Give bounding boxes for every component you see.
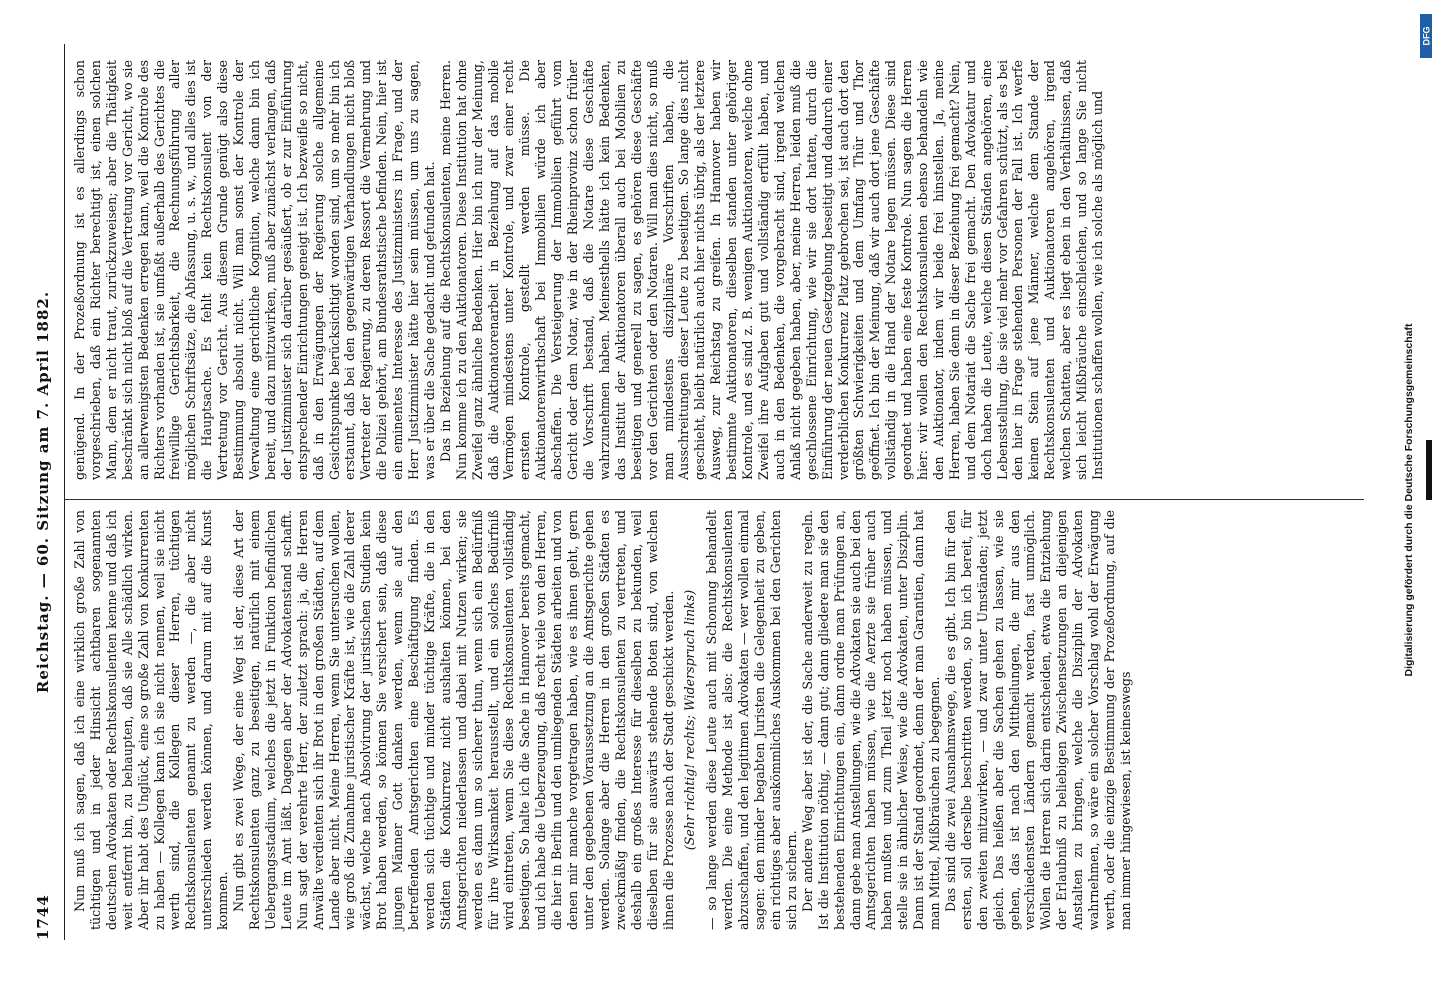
page-header [34,44,58,940]
paragraph: Das in Beziehung auf die Rechtskonsulenten, meine Herren. Nun komme ich zu den Auktionatoren. Diese Institution hat ohne Zweifel ganz ähnliche Bedenken. Hier bin ich nur der Meinung, daß die Auktionatorenarbeit in Beziehung auf das mobile Vermögen mindestens unter Kontrole, und zwar einer recht ernsten Kontrole, gestellt werden müsse. Die Auktionatorenwirthschaft bei Immobilien würde ich aber abschaffen. Die Versteigerung der Immobilien geführt vom Gericht oder dem Notar, wie in der Rheinprovinz schon früher die Vorschrift bestand, daß die Notare diese Geschäfte wahrzunehmen haben. Meinesthells hätte ich kein Bedenken, das Institut der Auktionatoren überall auch bei Mobilien zu beseitigen und generell zu sagen, es gehören diese Geschäfte vor den Gerichten oder den Notaren. Will man dies nicht, so muß man mindestens disziplinäre Vorschriften haben, die Ausschreitungen dieser Leute zu beseitigen. So lange dies nicht geschieht, bleibt natürlich auch hier nichts übrig, als der letztere Ausweg, zur Reichstag zu greifen. In Hannover haben wir bestimmte Auktionatoren, dieselben standen unter gehöriger Kontrole, und es sind z. B. wenigen Auktionatoren, welche ohne Zweifel ihre Aufgaben gut und vollständig erfüllt haben, und auch in den Bedenken, die vorgebracht sind, irgend welchen Anlaß nicht gegeben haben, aber, meine Herren, leiden muß die geschlossene Einrichtung, wie wir sie dort hatten, durch die Einführung der neuen Gesetzgebung beseitigt und dadurch einer verderblichen Konkurrenz Platz gebrochen sei, ist auch dort den größten Schwierigkeiten und dem Umfang Thür und Thor geöffnet. Ich bin der Meinung, daß wir auch dort jene Geschäfte vollständig in die Hand der Notare legen müssen. Diese sind geordnet und haben eine feste Kontrole. Nun sagen die Herren hier: wir wollen den Rechtskonsulenten ebenso behandeln wie den Auktionator, indem wir beide frei hinstellen. Ja, meine Herren, haben Sie denn in dieser Beziehung frei gemacht? Nein, und dem Notariat die Sache frei gemacht. Den Advokatur und doch haben die Leute, welche diesen Ständen angehören, eine Lebensstellung, die sie viel mehr vor Gefahren schützt, als es bei den hier in Frage stehenden Personen der Fall ist. Ich werfe keinen Stein auf jene Männer, welche dem Stande der Rechtskonsulenten und Auktionatoren angehören, irgend welchen Schatten, aber es liegt eben in den Verhältnissen, daß sich leicht Mißbräuche einschleichen, und so lange Sie nicht Institutionen schaffen wollen, wie ich solche als möglich und [437,60,1105,480]
scan-edge-mark [1426,440,1432,500]
paragraph: Nun muß ich sagen, daß ich eine wirklich große Zahl von tüchtigen und in jeder Hinsicht achtbaren sogenannten deutschen Advokaten oder Rechtskonsulenten kenne und daß ich weit entfernt bin, zu behaupten, daß sie Alle schädlich wirken. Aber ihr habt des Unglück, eine so große Zahl von Konkurrenten zu haben — Kollegen kann ich sie nicht nennen, weil sie nicht werth sind, die Kollegen dieser Herren, tüchtigen Rechtskonsulenten genannt zu werden —, die aber nicht unterschieden werden können, und darum mit auf die Kunst kommen. [72,510,231,930]
page-number: 1744 [34,894,52,940]
interjection: (Sehr richtig! rechts; Widerspruch links) [682,589,698,851]
paragraph: Nun gibt es zwei Wege, der eine Weg ist der, diese Art der Rechtskonsulenten ganz zu beseitigen, natürlich mit einem Uebergangsstadium, welches die jetzt in Funktion befindlichen Leute im Amt läßt. Dagegen aber der Advokatenstand schafft. Nun sagt der verehrte Herr, der zuletzt sprach: ja, die Herren Anwälte verdienten sich ihr Brot in den großen Städten, auf dem Lande aber nicht. Meine Herren, wenn Sie untersuchen wollen, wie groß die Zunahme juristischer Kräfte ist, wie die Zahl derer wächst, welche nach Absolvirung der juristischen Studien kein Brot haben werden, so können Sie versichert sein, daß diese jungen Männer Gott danken werden, wenn sie auf den betreffenden Amtsgerichten eine Beschäftigung finden. Es werden sich tüchtige und minder tüchtige Kräfte, die in den Städten die Konkurrenz nicht aushalten können, bei den Amtsgerichten niederlassen und dabei mit Nutzen wirken; sie werden es dann um so sicherer thun, wenn sich ein Bedürfniß für ihre Wirksamkeit herausstellt, und ein solches Bedürfniß wird eintreten, wenn Sie diese Rechtskonsulenten vollständig beseitigen. So halte ich die Sache in Hannover bereits gemacht, und ich habe die Ueberzeugung, daß recht viele von den Herren, die hier in Berlin und den umliegenden Städten arbeiten und von denen mir manche vorgetragen haben, wie es ihnen geht, gern unter den gegebenen Voraussetzung an die Amtsgerichte gehen werden. Solange aber die Herren in den großen Städten es zweckmäßig finden, die Rechtskonsulenten zu vertreten, und deshalb ein großes Interesse für dieselben zu bekunden, weil dieselben für sie auswärts stehende Boten sind, von welchen ihnen die Prozesse nach der Stadt geschickt werden. [231,510,676,930]
paragraph: Das sind die zwei Ausnahmswege, die es gibt. Ich bin für den ersten, soll derselbe beschritten werden, so bin ich bereit, für den zweiten mitzuwirken, — und zwar unter Umständen; jetzt gleich. Das heißen aber die Sachen gehen zu lassen, wie sie gehen, das ist nach den Mittheilungen, die mir aus den verschiedensten Ländern gemacht werden, fast unmöglich. Wollen die Herren sich darin entscheiden, etwa die Entziehung der Erlaubniß zu beliebigen Zwischensetzungen an diejenigen Anstalten zu bringen, welche die Disziplin der Advokaten wahrnehmen, so wäre ein solcher Vorschlag wohl der Erwägung werth, oder die einzige Bestimmung der Prozeßordnung, auf die man immer hingewiesen, ist keineswegs [942,510,1133,930]
header-rule [64,44,65,940]
right-column [72,60,1106,480]
paragraph: Der andere Weg aber ist der, die Sache anderweit zu regeln. Ist die Institution nöthig, — dann gut; dann gliedere man sie den bestehenden Einrichtungen ein, dann ordne man Prüfungen an, dann gebe man Anstellungen, wie die Advokaten sie auch bei den Amtsgerichten haben müssen, wie die Aerzte sie früher auch haben mußten und zum Theil jetzt noch haben müssen, und stelle sie in ähnlicher Weise, wie die Advokaten, unter Disziplin. Dann ist der Stand geordnet, denn der man Garantien, dann hat man Mittel, Mißbräuchen zu begegnen. [799,510,943,930]
digitization-credit: Digitalisierung gefördert durch die Deutsche Forschungsgemeinschaft [1403,323,1415,677]
left-column [72,510,1134,930]
paragraph: — so lange werden diese Leute auch mit Schonung behandelt werden. Die eine Methode ist also: die Rechtskonsulenten abzuschaffen, und den legitimen Advokaten — wer wollen einmal sagen: den minder begabten Juristen die Gelegenheit zu geben, ein richtiges aber auskömmliches Auskommen bei den Gerichten sich zu sichern. [704,510,799,930]
dfg-logo: DFG [1420,14,1432,58]
paragraph: genügend. In der Prozeßordnung ist es allerdings schon vorgeschrieben, daß ein Richter berechtigt ist, einen solchen Mann, dem er nicht traut, zurückzuweisen; aber die Thätigkeit beschränkt sich nicht bloß auf die Vertretung vor Gericht, wo sie an allerwenigsten Bedenken erregen kann, weil die Kontrole des Richters vorhanden ist, sie umfaßt außerhalb des Gerichtes die freiwillige Gerichtsbarkeit, die Rechnungsführung aller möglichen Schriftsätze, die Abfassung, u. s. w., und alles dies ist die Hauptsache. Es fehlt kein Rechtskonsulent von der Vertretung vor Gericht. Aus diesem Grunde genügt also diese Bestimmung absolut nicht. Will man sonst der Kontrole der Verwaltung eine gerichtliche Kognition, welche dann bin ich bereit, und dazu mitzuwirken, muß aber zunächst verlangen, daß der Justizminister sich darüber gesäußert, ob er zur Einführung entsprechender Einrichtungen geneigt ist. Ich bezweifle so nicht, daß in den Erwägungen der Regierung solche allgemeine Gesichtspunkte berücksichtigt worden sind, um so mehr bin ich erstaunt, daß bei den gegenwärtigen Verhandlungen nicht bloß Vertreter der Regierung, zu deren Ressort die Vermehrung und die Polizei gehört, am Bundesrathstische befinden. Nein, hier ist ein eminentes Interesse des Justizministers in Frage, und der Herr Justizminister hätte hier sein müssen, um uns zu sagen, was er über die Sache gedacht und gefunden hat. [72,60,437,480]
page-title: Reichstag. — 60. Sitzung am 7. April 1882. [34,290,52,694]
column-separator [64,499,1364,500]
